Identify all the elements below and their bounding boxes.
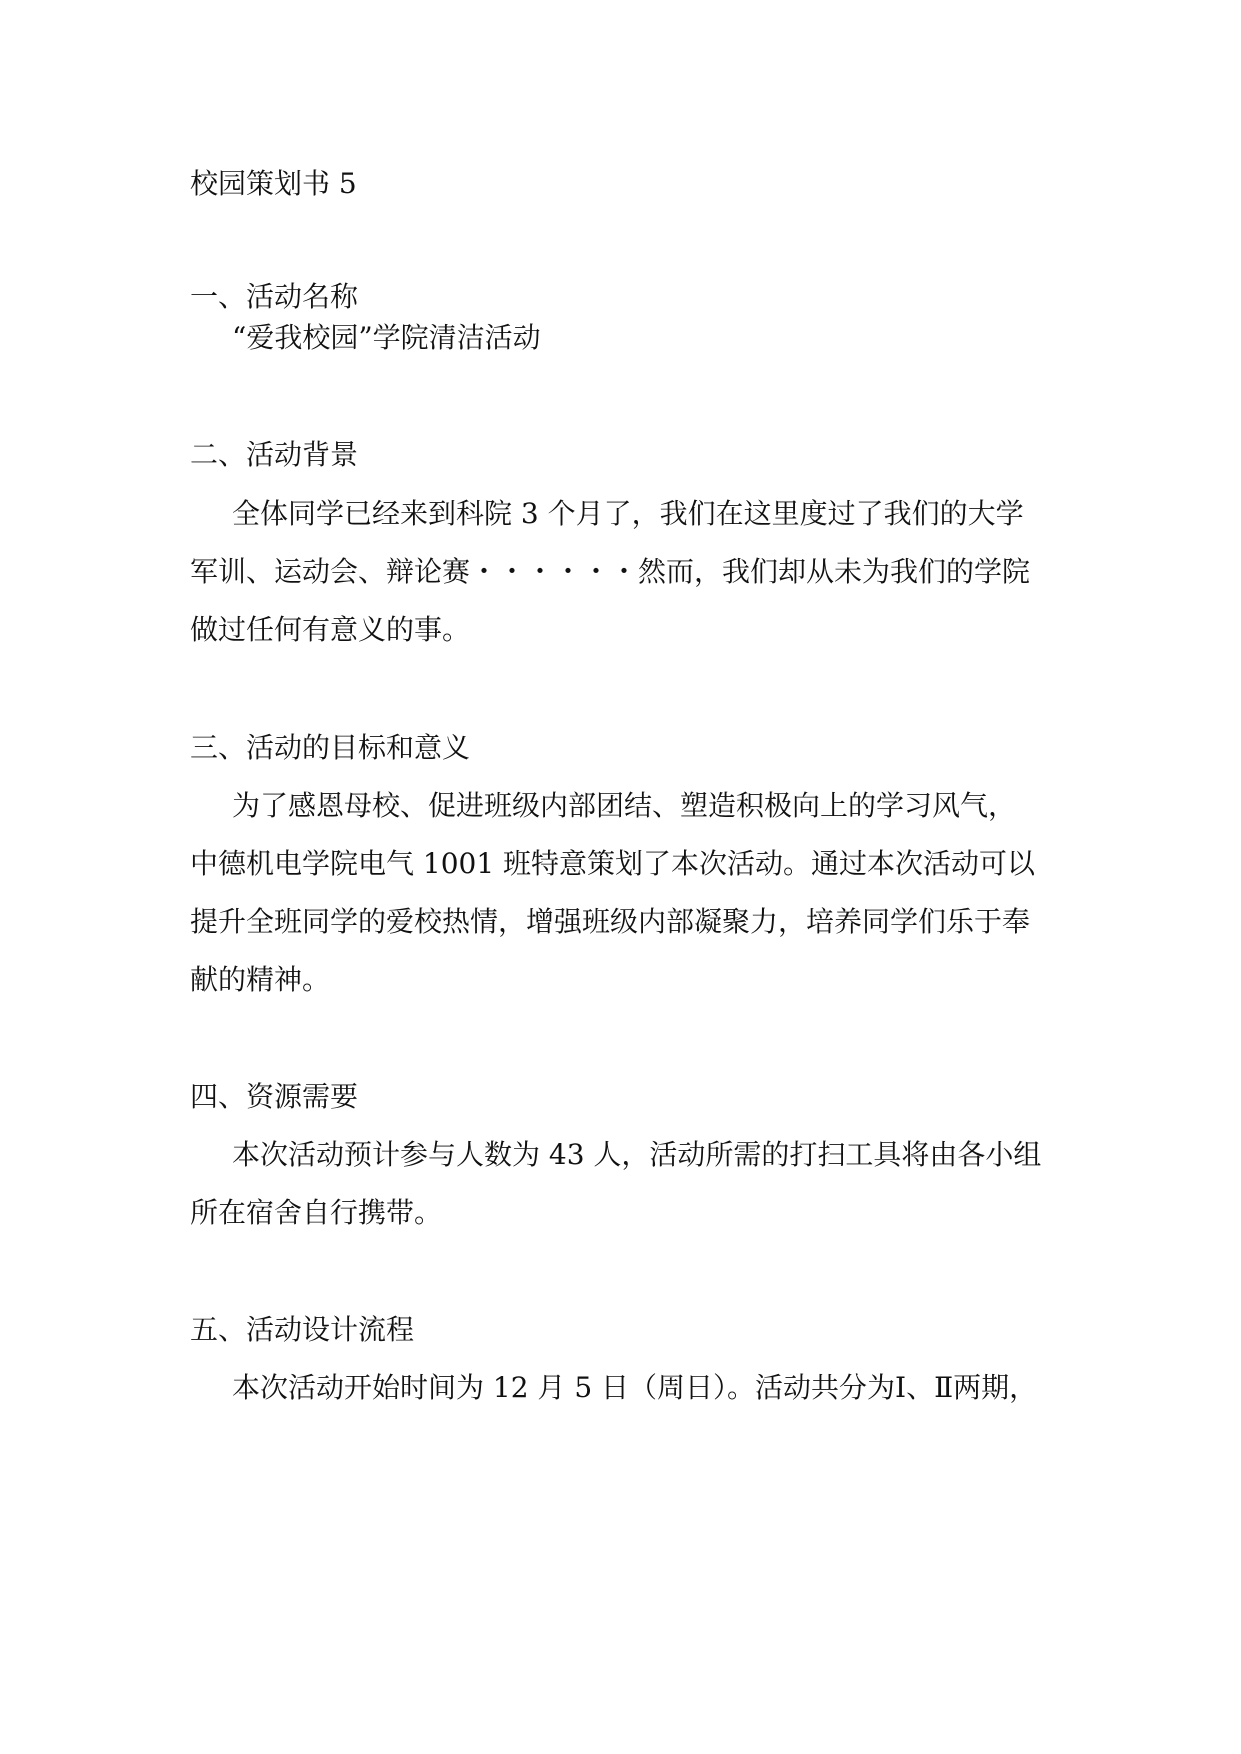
section-4-line-2: 所在宿舍自行携带。 <box>190 1196 443 1229</box>
section-3-line-1: 为了感恩母校、促进班级内部团结、塑造积极向上的学习风气， <box>232 789 1017 822</box>
section-heading-resources: 四、资源需要 <box>190 1080 359 1113</box>
section-3-line-3: 提升全班同学的爱校热情，增强班级内部凝聚力，培养同学们乐于奉 <box>190 905 1031 938</box>
section-2-line-3: 做过任何有意义的事。 <box>190 613 471 646</box>
section-5-line-1: 本次活动开始时间为 12 月 5 日（周日）。活动共分为Ⅰ、Ⅱ两期， <box>232 1371 1038 1404</box>
section-heading-process: 五、活动设计流程 <box>190 1313 415 1346</box>
section-2-line-2: 军训、运动会、辩论赛・・・・・・然而，我们却从未为我们的学院 <box>190 555 1031 588</box>
document-title: 校园策划书 5 <box>190 167 357 200</box>
section-heading-background: 二、活动背景 <box>190 438 359 471</box>
section-3-line-4: 献的精神。 <box>190 963 331 996</box>
section-1-line-1: “爱我校园”学院清洁活动 <box>232 321 541 354</box>
section-heading-goals: 三、活动的目标和意义 <box>190 731 471 764</box>
section-heading-activity-name: 一、活动名称 <box>190 280 359 313</box>
section-3-line-2: 中德机电学院电气 1001 班特意策划了本次活动。通过本次活动可以 <box>190 847 1036 880</box>
section-4-line-1: 本次活动预计参与人数为 43 人，活动所需的打扫工具将由各小组 <box>232 1138 1042 1171</box>
section-2-line-1: 全体同学已经来到科院 3 个月了，我们在这里度过了我们的大学 <box>232 497 1024 530</box>
